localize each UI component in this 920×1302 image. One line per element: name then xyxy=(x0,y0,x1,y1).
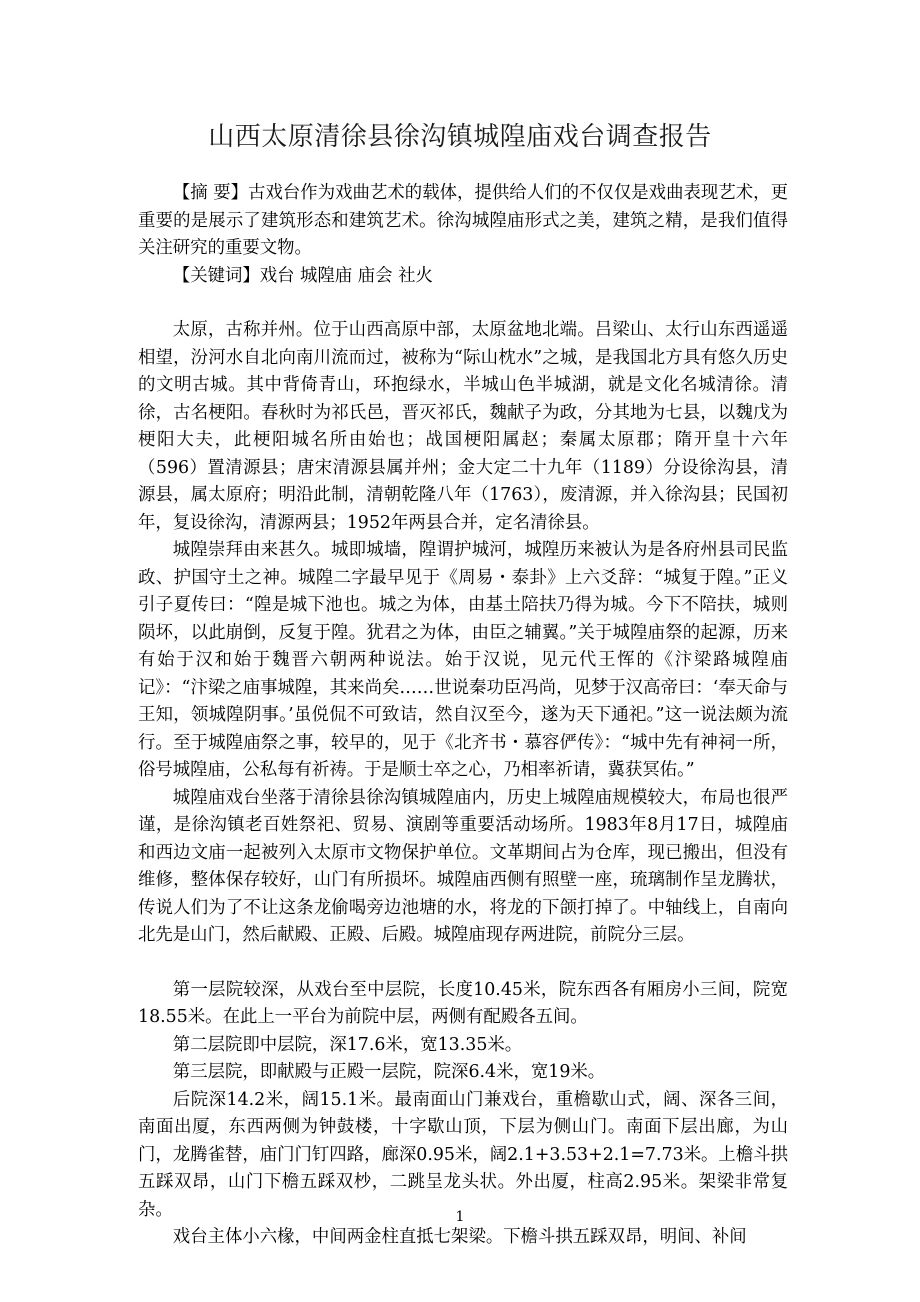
body-paragraph: 第三层院，即献殿与正殿一层院，院深6.4米，宽19米。 xyxy=(172,1062,606,1082)
body-paragraph: 第二层院即中层院，深17.6米，宽13.35米。 xyxy=(172,1034,523,1055)
spacer xyxy=(138,290,788,317)
document-body xyxy=(138,180,788,1252)
page-number: 1 xyxy=(455,1209,465,1225)
abstract-paragraph: 【摘 要】古戏台作为戏曲艺术的载体，提供给人们的不仅仅是戏曲表现艺术，更重要的是展示了建筑形态和建筑艺术。徐沟城隍庙形式之美，建筑之精，是我们值得关注研究的重要文物。 xyxy=(138,183,788,258)
keywords-paragraph: 【关键词】戏台 城隍庙 庙会 社火 xyxy=(172,265,433,286)
body-paragraph: 城隍崇拜由来甚久。城即城墙，隍谓护城河，城隍历来被认为是各府州县司民监政、护国守土之神。城隍二字最早见于《周易・泰卦》上六爻辞：“城复于隍。”正义引子夏传曰：“隍是城下池也。城之为体，由基土陪扶乃得为城。今下不陪扶，城则陨坏，以此崩倒，反复于隍。犹君之为体，由臣之辅翼。”关于城隍庙祭的起源，历来有始于汉和始于魏晋六朝两种说法。始于汉说，见元代王恽的《汴梁路城隍庙记》：“汴梁之庙事城隍，其来尚矣……世说秦功臣冯尚，见梦于汉高帝曰：‘奉天命与王知，领城隍阴事。’虽侻侃不可致诘，然自汉至今，遂为天下通祀。”这一说法颇为流行。至于城隍庙祭之事，较早的，见于《北齐书・慕容俨传》：“城中先有神祠一所，俗号城隍庙，公私每有祈祷。于是顺士卒之心，乃相率祈请，冀获冥佑。” xyxy=(138,540,788,780)
page-title: 山西太原清徐县徐沟镇城隍庙戏台调查报告 xyxy=(208,122,712,152)
body-paragraph: 后院深14.2米，阔15.1米。最南面山门兼戏台，重檐歇山式，阔、深各三间，南面出厦，东西两侧为钟鼓楼，十字歇山顶，下层为侧山门。南面下层出廊，为山门，龙腾雀替，庙门门钉四路，廊深0.95米，阔2.1+3.53+2.1=7.73米。上檐斗拱五踩双昂，山门下檐五踩双杪，二跳呈龙头状。外出厦，柱高2.95米。架梁非常复杂。 xyxy=(138,1089,788,1220)
spacer xyxy=(138,950,788,977)
body-paragraph: 城隍庙戏台坐落于清徐县徐沟镇城隍庙内，历史上城隍庙规模较大，布局也很严谨，是徐沟镇老百姓祭祀、贸易、演剧等重要活动场所。1983年8月17日，城隍庙和西边文庙一起被列入太原市文物保护单位。文革期间占为仓库，现已搬出，但没有维修，整体保存较好，山门有所损坏。城隍庙西侧有照壁一座，琉璃制作呈龙腾状，传说人们为了不让这条龙偷喝旁边池塘的水，将龙的下颌打掉了。中轴线上，自南向北先是山门，然后献殿、正殿、后殿。城隍庙现存两进院，前院分三层。 xyxy=(138,787,788,945)
body-paragraph: 第一层院较深，从戏台至中层院，长度10.45米，院东西各有厢房小三间，院宽18.55米。在此上一平台为前院中层，两侧有配殿各五间。 xyxy=(138,979,788,1027)
body-paragraph: 戏台主体小六椽，中间两金柱直抵七架梁。下檐斗拱五踩双昂，明间、补间 xyxy=(172,1227,747,1247)
body-paragraph: 太原，古称并州。位于山西高原中部，太原盆地北端。吕梁山、太行山东西遥遥相望，汾河水自北向南川流而过，被称为“际山枕水”之城，是我国北方具有悠久历史的文明古城。其中背倚青山，环抱绿水，半城山色半城湖，就是文化名城清徐。清徐，古名梗阳。春秋时为祁氏邑，晋灭祁氏，魏献子为政，分其地为七县，以魏戊为梗阳大夫，此梗阳城名所由始也；战国梗阳属赵；秦属太原郡；隋开皇十六年（596）置清源县；唐宋清源县属并州；金大定二十九年（1189）分设徐沟县，清源县，属太原府；明沿此制，清朝乾隆八年（1763），废清源，并入徐沟县；民国初年，复设徐沟，清源两县；1952年两县合并，定名清徐县。 xyxy=(138,320,788,533)
